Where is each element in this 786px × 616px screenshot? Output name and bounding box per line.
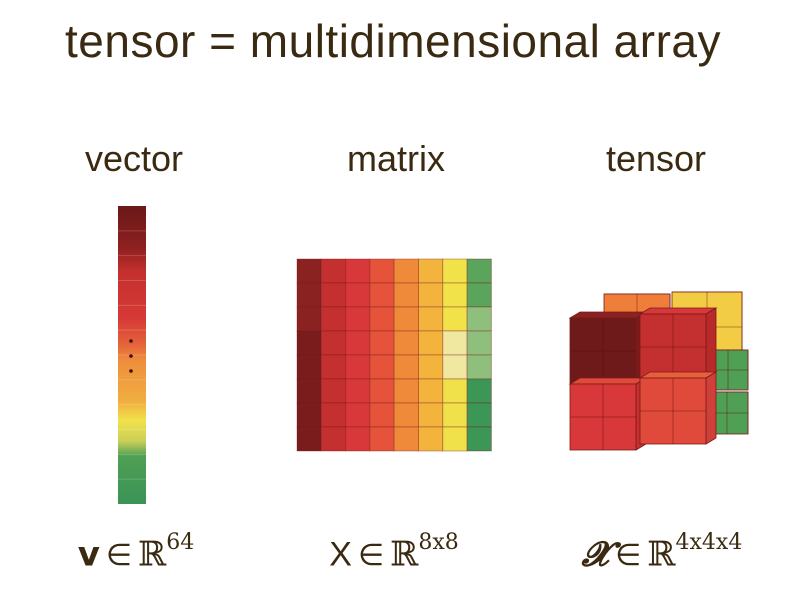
matrix-cell — [321, 331, 345, 355]
matrix-cell — [419, 259, 443, 283]
matrix-cell — [297, 355, 321, 379]
element-of-sign: ∈ — [357, 539, 385, 573]
element-of-sign: ∈ — [615, 539, 642, 573]
tensor-face-top — [640, 308, 716, 314]
matrix-grid — [297, 259, 491, 451]
matrix-cell — [321, 403, 345, 427]
vector-dimension: 64 — [166, 530, 195, 555]
matrix-label: matrix — [347, 138, 445, 179]
matrix-formula — [274, 530, 514, 575]
tensor-block — [640, 372, 716, 444]
matrix-cell — [419, 307, 443, 331]
matrix-cell — [394, 379, 418, 403]
matrix-cell — [443, 355, 467, 379]
matrix-cell — [443, 379, 467, 403]
matrix-cell — [346, 379, 370, 403]
tensor-block — [640, 308, 716, 380]
tensor-dimension: 4x4x4 — [675, 530, 743, 555]
matrix-cell — [419, 427, 443, 451]
matrix-cell — [394, 355, 418, 379]
matrix-cell — [467, 259, 491, 283]
matrix-cell — [321, 379, 345, 403]
vector-bar — [118, 206, 146, 504]
matrix-cell — [419, 379, 443, 403]
vector-ellipsis-dot — [129, 354, 133, 358]
matrix-cell — [346, 355, 370, 379]
matrix-cell — [419, 283, 443, 307]
matrix-cell — [419, 403, 443, 427]
matrix-cell — [394, 283, 418, 307]
matrix-cell — [297, 331, 321, 355]
tensor-formula — [542, 530, 782, 575]
matrix-cell — [297, 259, 321, 283]
tensor-label: tensor — [605, 138, 707, 179]
matrix-symbol: X — [329, 535, 352, 574]
matrix-cell — [467, 355, 491, 379]
vector-label: vector — [84, 138, 184, 179]
matrix-cell — [467, 283, 491, 307]
tensor-face-top — [570, 312, 646, 318]
matrix-cell — [297, 283, 321, 307]
vector-formula — [16, 530, 256, 575]
matrix-cell — [346, 403, 370, 427]
page-title: tensor = multidimensional array — [65, 15, 721, 67]
matrix-cell — [467, 403, 491, 427]
matrix-cell — [443, 403, 467, 427]
matrix-cell — [370, 259, 394, 283]
matrix-cell — [467, 331, 491, 355]
matrix-cell — [370, 331, 394, 355]
matrix-cell — [419, 331, 443, 355]
matrix-cell — [443, 427, 467, 451]
matrix-cell — [321, 307, 345, 331]
matrix-cell — [297, 307, 321, 331]
tensor-face-side — [706, 372, 716, 444]
reals-symbol: ℝ — [647, 534, 676, 575]
matrix-cell — [346, 307, 370, 331]
vector-symbol: v — [77, 534, 100, 575]
element-of-sign: ∈ — [105, 539, 133, 573]
matrix-cell — [394, 307, 418, 331]
matrix-cell — [370, 283, 394, 307]
matrix-cell — [346, 283, 370, 307]
tensor-face-top — [570, 378, 646, 384]
matrix-cell — [297, 427, 321, 451]
matrix-cell — [394, 331, 418, 355]
matrix-cell — [297, 403, 321, 427]
matrix-cell — [394, 427, 418, 451]
matrix-cell — [467, 307, 491, 331]
matrix-cell — [321, 427, 345, 451]
matrix-cell — [297, 379, 321, 403]
matrix-cell — [370, 307, 394, 331]
matrix-cell — [321, 355, 345, 379]
matrix-cell — [346, 331, 370, 355]
vector-ellipsis-dot — [129, 369, 133, 373]
vector-ellipsis-dot — [129, 339, 133, 343]
matrix-cell — [419, 355, 443, 379]
matrix-cell — [370, 427, 394, 451]
tensor-block — [570, 378, 646, 450]
matrix-cell — [394, 259, 418, 283]
matrix-cell — [443, 283, 467, 307]
matrix-cell — [321, 283, 345, 307]
matrix-cell — [370, 379, 394, 403]
tensor-symbol: 𝓧 — [581, 534, 610, 575]
matrix-cell — [370, 355, 394, 379]
matrix-cell — [321, 259, 345, 283]
matrix-cell — [370, 403, 394, 427]
tensor-block — [570, 312, 646, 384]
matrix-cell — [443, 259, 467, 283]
matrix-cell — [443, 331, 467, 355]
matrix-cell — [443, 307, 467, 331]
tensor-face-side — [706, 308, 716, 380]
tensor-face-top — [640, 372, 716, 378]
reals-symbol: ℝ — [138, 534, 167, 575]
reals-symbol: ℝ — [390, 534, 419, 575]
matrix-cell — [467, 427, 491, 451]
tensor-cube — [570, 292, 748, 450]
matrix-cell — [394, 403, 418, 427]
matrix-dimension: 8x8 — [418, 530, 459, 555]
matrix-cell — [467, 379, 491, 403]
matrix-cell — [346, 427, 370, 451]
matrix-cell — [346, 259, 370, 283]
